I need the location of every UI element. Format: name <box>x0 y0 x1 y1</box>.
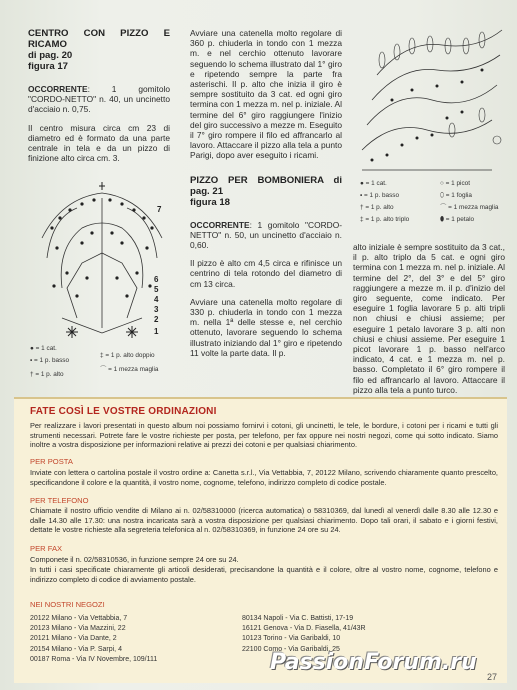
bonbonniere-lace-diagram <box>352 20 507 180</box>
page-number: 27 <box>486 672 497 682</box>
left-occorrente: OCCORRENTE: 1 gomitolo "CORDO-NETTO" n. 40, un uncinetto d'acciaio n. 0,75. <box>28 84 170 115</box>
middle-figure-ref: figura 18 <box>190 196 230 208</box>
fax-heading: PER FAX <box>30 544 63 553</box>
right-legend: ● = 1 cat. ▪ = 1 p. basso † = 1 p. alto ‡ = 1 p. alto triplo <box>360 180 410 223</box>
store-item: 10123 Torino - Via Garibaldi, 10 <box>242 635 341 643</box>
order-title: FATE COSÌ LE VOSTRE ORDINAZIONI <box>30 406 217 417</box>
order-intro: Per realizzare i lavori presentati in questo album noi possiamo fornirvi i cotoni, gli uncinetti, le tele, le bordure, i cotoni per i ricami e tutti gli strumenti necessari. Potrete fare le vostre richieste per posta, per telefono, per fax oppure nei nostri negozi, come qui sotto indicato. Siamo inoltre a vostra disposizione per informazioni relative ai prezzi dei cotoni e per qualsiasi chiarimento. <box>30 421 498 450</box>
round-number-2: 2 <box>154 315 159 324</box>
telefono-text: Chiamate il nostro ufficio vendite di Milano ai n. 02/58310000 (ricerca automatica) o 58310369, dal lunedì al venerdì dalle 8.30 alle 12.30 e dalle 14.30 alle 17.30: una nostra incaricata sarà a vostra disposizione per qualsiasi chiarimento. Dopo tali orari, il sabato e i giorni festivi, dettate le vostre richieste alla segreteria telefonica al n. 02/58310369, in funzione 24 ore su 24. <box>30 506 498 535</box>
middle-instructions-1: Avviare una catenella molto regolare di 360 p. chiuderla in tondo con 1 mezza m. e nel cerchio ottenuto lavorare seguendo lo schema illustrato dal 1° giro e ripetendo sempre la parte fra asterischi. Il p. alto che inizia il giro è sempre sostituito da 3 cat. ed ogni giro termina con 1 mezza m. nel p. iniziale. Al termine del 6° giro raggiungere l'inizio del giro successivo a mezze m. Eseguito il 7° giro rompere il filo ed affrancarlo al lavoro. Attaccare il pizzo alla tela a punto Parigi, dopo aver eseguito i ricami. <box>190 28 342 161</box>
store-item: 20154 Milano - Via P. Sarpi, 4 <box>30 645 122 653</box>
right-column <box>353 242 505 403</box>
posta-text: Inviate con lettera o cartolina postale il vostro ordine a: Canetta s.r.l., Via Vettabbia, 7, 20122 Milano, scrivendo chiaramente quanto prescelto, specificandone il colore e la quantità, il vostro nome, cognome, telefono, indirizzo completo di codice postale. <box>30 468 498 487</box>
posta-heading: PER POSTA <box>30 457 73 466</box>
fax-text: Componete il n. 02/58310536, in funzione sempre 24 ore su 24. <box>30 555 239 564</box>
chain-symbol-icon: ● <box>30 345 34 352</box>
store-item: 20123 Milano - Via Mazzini, 22 <box>30 625 126 633</box>
watermark: PassionForum.ru <box>270 650 477 675</box>
left-legend-2: ‡ = 1 p. alto doppio ⌒ = 1 mezza maglia <box>100 352 159 373</box>
chain-symbol-icon: ● <box>360 180 364 187</box>
store-item: 20121 Milano - Via Dante, 2 <box>30 635 117 643</box>
round-number-1: 1 <box>154 327 159 336</box>
telefono-heading: PER TELEFONO <box>30 496 89 505</box>
left-page-ref: di pag. 20 <box>28 50 73 61</box>
leaf-symbol-icon: ⬯ <box>440 192 445 199</box>
store-item: 16121 Genova - Via D. Fiasella, 41/43R <box>242 625 366 633</box>
left-title: CENTRO CON PIZZO E RICAMO <box>28 28 170 50</box>
fax-text-2: In tutti i casi specificate chiaramente gli articoli desiderati, precisandone la quantità e il colore, oltre al vostro nome, cognome, telefono e indirizzo completo di codice di avviamento postale. <box>30 565 498 584</box>
double-crochet-symbol-icon: † <box>360 204 364 211</box>
stores-right-list <box>242 614 462 655</box>
single-crochet-symbol-icon: ▪ <box>30 357 33 364</box>
right-instructions: alto iniziale è sempre sostituito da 3 cat., il p. alto triplo da 5 cat. e ogni giro termina con 1 mezza m. nel p. iniziale. Al termine del 2°, del 3° e del 5° giro raggiungere a mezze m. il p. d'inizio del giro seguente, come indicato. Per eseguire 1 foglia lavorare 5 p. alti tripli non chiusi e chiusi assieme; per eseguire 1 petalo lavorare 3 p. alti non chiusi e chiusi assieme. Per eseguire 1 picot lavorare 1 p. basso nell'arco indicato, 4 cat. e 1 mezza m. nel p. basso. Completato il 6° giro rompere il filo ed affrancarlo al lavoro. Attaccare il pizzo alla tela a punto turco. <box>353 242 505 395</box>
triple-crochet-symbol-icon: ‡ <box>360 216 364 223</box>
petal-symbol-icon: ⬮ <box>440 216 445 223</box>
middle-title: PIZZO PER BOMBONIERA di pag. 21 <box>190 174 342 197</box>
middle-instructions-2: Il pizzo è alto cm 4,5 circa e rifinisce un centrino di tela rotondo del diametro di cm 13 circa. <box>190 258 342 289</box>
store-item: 20122 Milano - Via Vettabbia, 7 <box>30 615 128 622</box>
store-item: 80134 Napoli - Via C. Battisti, 17-19 <box>242 615 354 622</box>
negozi-heading: NEI NOSTRI NEGOZI <box>30 600 105 609</box>
stores-left-list <box>30 614 230 665</box>
slip-stitch-symbol-icon: ⌒ <box>440 204 447 211</box>
round-number-5: 5 <box>154 285 159 294</box>
left-column <box>28 28 170 171</box>
middle-instructions-3: Avviare una catenella molto regolare di 330 p. chiuderla in tondo con 1 mezza m. nella 1ª delle stesse e, nel cerchio ottenuto, lavorare seguendo lo schema illustrato iniziando dal 1° giro e ripetendo 11 volte la parte data. Il p. <box>190 296 342 358</box>
left-legend: ● = 1 cat. ▪ = 1 p. basso † = 1 p. alto <box>30 345 70 378</box>
left-description: Il centro misura circa cm 23 di diametro ed è formato da una parte centrale in tela e da un pizzo di finizione alto circa cm. 3. <box>28 122 170 164</box>
middle-column <box>190 28 342 366</box>
round-number-4: 4 <box>154 295 159 304</box>
picot-symbol-icon: ○ <box>440 180 444 187</box>
round-number-7: 7 <box>157 205 162 214</box>
round-number-6: 6 <box>154 275 159 284</box>
round-number-3: 3 <box>154 305 159 314</box>
single-crochet-symbol-icon: ▪ <box>360 192 363 199</box>
right-legend-2: ○ = 1 picot ⬯ = 1 foglia ⌒ = 1 mezza maglia ⬮ = 1 petalo <box>440 180 499 223</box>
store-item: 00187 Roma - Via IV Novembre, 109/111 <box>30 655 158 663</box>
store-item: 22100 Como - Via Garibaldi, 25 <box>242 645 340 653</box>
slip-stitch-symbol-icon: ⌒ <box>100 366 107 373</box>
double-crochet-symbol-icon: † <box>30 371 34 378</box>
centre-lace-diagram <box>22 178 182 342</box>
middle-occorrente: OCCORRENTE: 1 gomitolo "CORDO-NETTO" n. 50, un uncinetto d'acciaio n. 0,60. <box>190 219 342 251</box>
treble-crochet-symbol-icon: ‡ <box>100 352 104 359</box>
left-figure-ref: figura 17 <box>28 61 68 72</box>
